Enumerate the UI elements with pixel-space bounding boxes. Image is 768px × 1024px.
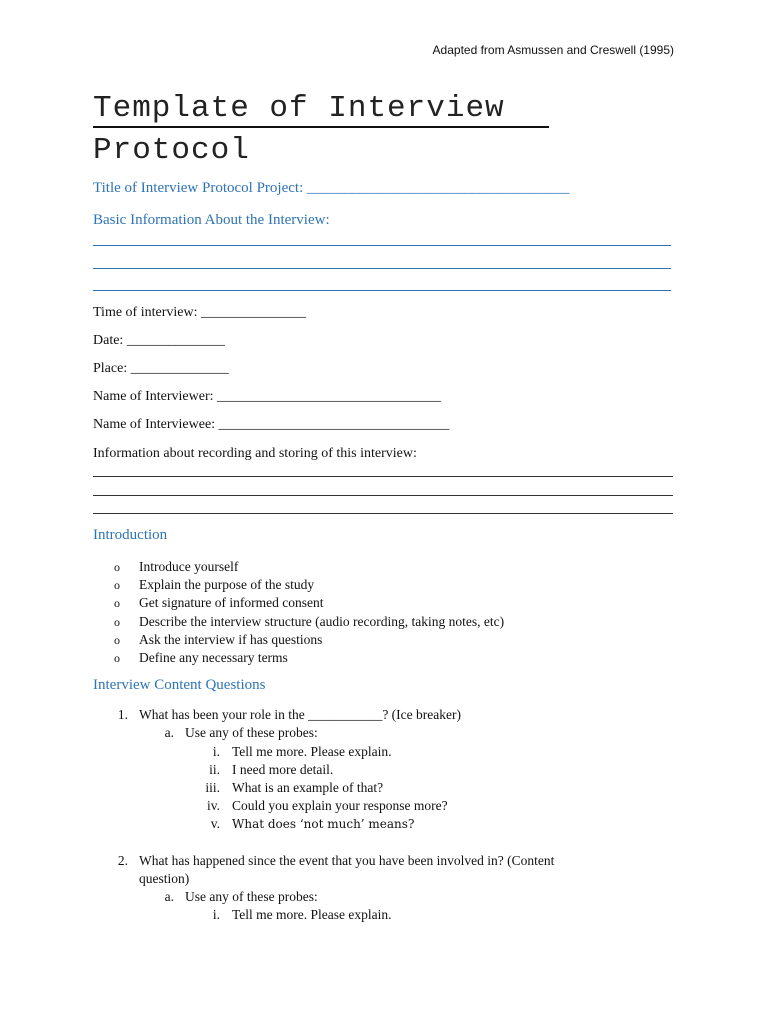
list-item xyxy=(93,649,504,667)
interviewer-field: Name of Interviewer: ________________________________ xyxy=(93,389,441,404)
list-item-text: Explain the purpose of the study xyxy=(139,577,315,593)
probe-intro: Use any of these probes: xyxy=(185,725,318,740)
basic-info-line xyxy=(93,290,671,291)
probe-number: ii. xyxy=(209,762,220,777)
bullet-marker: o xyxy=(114,596,120,611)
list-item-text: Describe the interview structure (audio recording, taking notes, etc) xyxy=(139,613,505,629)
probe-number: i. xyxy=(212,744,220,759)
source-note: Adapted from Asmussen and Creswell (1995) xyxy=(432,43,674,57)
basic-info-line xyxy=(93,245,671,246)
recording-info-label: Information about recording and storing of this interview: xyxy=(93,446,417,461)
probe-letter: a. xyxy=(164,889,174,904)
question-text: What has been your role in the ___________? (Ice breaker) xyxy=(139,707,461,722)
basic-info-line xyxy=(93,268,671,269)
title-underline xyxy=(93,126,549,128)
recording-info-line xyxy=(93,476,673,477)
probe-letter: a. xyxy=(164,725,174,740)
basic-info-heading: Basic Information About the Interview: xyxy=(93,212,330,228)
probe-text: Could you explain your response more? xyxy=(232,798,448,813)
time-field: Time of interview: _______________ xyxy=(93,305,306,320)
question-text: What has happened since the event that you have been involved in? (Content xyxy=(139,853,555,868)
project-title-field: Title of Interview Protocol Project: ___________________________________ xyxy=(93,180,570,196)
bullet-marker: o xyxy=(114,578,120,593)
probe-text: What is an example of that? xyxy=(232,780,384,795)
probe-text: Tell me more. Please explain. xyxy=(232,907,392,922)
place-field: Place: ______________ xyxy=(93,361,229,376)
list-item xyxy=(93,631,504,649)
list-item-text: Introduce yourself xyxy=(139,559,239,574)
list-item xyxy=(93,613,504,631)
probe-number: iii. xyxy=(205,780,220,795)
probe-number: iv. xyxy=(207,798,220,813)
introduction-heading: Introduction xyxy=(93,527,168,543)
probe-number: i. xyxy=(212,907,220,922)
list-item xyxy=(93,576,504,594)
list-item xyxy=(93,558,504,576)
content-questions-heading: Interview Content Questions xyxy=(93,677,266,693)
question-number: 1. xyxy=(117,707,128,722)
interviewee-field: Name of Interviewee: _________________________________ xyxy=(93,417,450,432)
list-item-text: Define any necessary terms xyxy=(139,649,288,665)
probe-text: Tell me more. Please explain. xyxy=(232,744,392,759)
bullet-marker: o xyxy=(114,560,120,574)
probe-number: v. xyxy=(210,816,220,831)
bullet-marker: o xyxy=(114,632,120,647)
bullet-marker: o xyxy=(114,614,120,629)
list-item-text: Get signature of informed consent xyxy=(139,595,324,611)
question-text-continued: question) xyxy=(139,871,190,886)
probe-text: What does ‘not much’ means? xyxy=(232,817,415,831)
bullet-marker: o xyxy=(114,650,120,665)
probe-intro: Use any of these probes: xyxy=(185,889,318,904)
list-item xyxy=(93,594,504,612)
probe-text: I need more detail. xyxy=(232,762,334,777)
page-title: Template of Interview Protocol xyxy=(93,91,505,168)
date-field: Date: ______________ xyxy=(93,333,225,348)
question-number: 2. xyxy=(117,853,128,868)
recording-info-line xyxy=(93,513,673,514)
list-item-text: Ask the interview if has questions xyxy=(139,631,323,647)
recording-info-line xyxy=(93,495,673,496)
introduction-list xyxy=(93,558,504,667)
